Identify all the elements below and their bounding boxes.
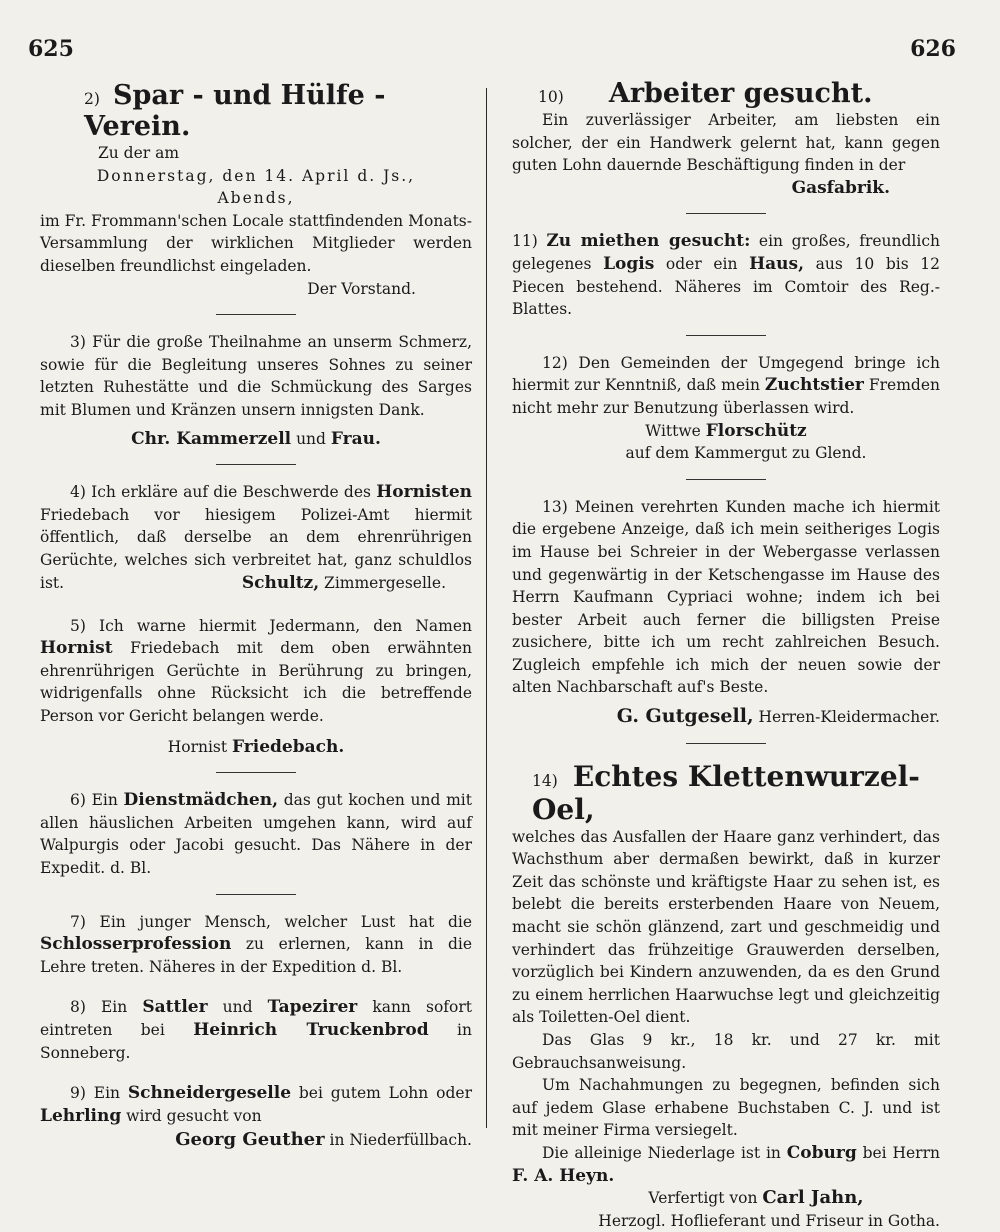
ad-7-bold-1: Schlosserprofession	[40, 934, 232, 955]
ad-4-signature	[40, 572, 472, 595]
ad-14	[512, 760, 940, 1232]
ad-14-depot-text-1: Die alleinige Niederlage ist in	[542, 1143, 787, 1162]
ad-7-text-1: 7) Ein junger Mensch, welcher Lust hat die	[70, 912, 472, 931]
ad-10-signature: Gasfabrik.	[791, 177, 890, 198]
ad-9-text-1: 9) Ein	[70, 1084, 128, 1103]
ad-9-sign-rest: in Niederfüllbach.	[324, 1131, 472, 1150]
ad-3-sign-mid: und	[291, 429, 331, 448]
ad-3-body: 3) Für die große Theilnahme an unserm Schmerz, sowie für die Begleitung unseres Sohnes zu seiner letzten Ruhestätte und die Schmückung des Sarges mit Blumen und Kränzen unsern innigsten Dank.	[40, 333, 472, 419]
ad-12-sign-pre: Wittwe	[645, 421, 706, 440]
ad-13-body: 13) Meinen verehrten Kunden mache ich hiermit die ergebene Anzeige, daß ich mein seitheriges Logis im Hause bei Schreier in der Webergasse verlassen und gegenwärtig in der Ketschengasse im Hause des Herrn Kaufmann Cypriaci wohne; indem ich bei bester Arbeit auch ferner die billigsten Preise zusichere, bitte ich um recht zahlreichen Besuch. Zugleich empfehle ich mich der neuen sowie der alten Nachbarschaft auf's Beste.	[512, 497, 940, 697]
ad-6-bold-1: Dienstmädchen,	[123, 790, 279, 811]
ad-5-sign-pre: Hornist	[167, 737, 233, 756]
right-column	[512, 72, 940, 1232]
ad-11-text-1: 11)	[512, 232, 547, 251]
ad-6-text-1: 6) Ein	[70, 791, 124, 810]
ad-5-body	[40, 615, 472, 728]
ad-8-bold-3: Heinrich Truckenbrod	[193, 1020, 429, 1040]
separator-rule	[686, 335, 766, 336]
ad-10-body: Ein zuverlässiger Arbeiter, am liebsten ein solcher, der ein Handwerk gelernt hat, kann gegen guten Lohn dauernde Beschäftigung finden in der	[512, 111, 940, 175]
ad-2-title: Spar - und Hülfe - Verein.	[84, 80, 386, 142]
separator-rule	[216, 314, 296, 315]
ad-13-signature	[512, 705, 940, 729]
ad-5-text-1: 5) Ich warne hiermit Jedermann, den Namen	[70, 616, 472, 635]
ad-2-line1: Zu der am	[98, 144, 180, 162]
ad-13-sign-name: G. Gutgesell,	[616, 705, 754, 728]
separator-rule	[686, 743, 766, 744]
ad-12-bold-1: Zuchtstier	[764, 375, 864, 396]
ad-14-warning: Um Nachahmungen zu begegnen, befinden sich auf jedem Glase erhabene Buchstaben C. J. und ist mit meiner Firma versiegelt.	[512, 1076, 940, 1140]
ad-8-body	[40, 996, 472, 1064]
ad-9-sign-name: Georg Geuther	[175, 1129, 325, 1151]
ad-12	[512, 352, 940, 465]
ad-14-number: 14)	[532, 771, 558, 790]
ad-11-text-2: ein großes, freundlich gelegenes	[512, 232, 940, 273]
ad-4-bold-1: Hornisten	[376, 482, 472, 503]
ad-5-sign-name: Friedebach.	[232, 736, 345, 757]
ad-12-body	[512, 352, 940, 420]
page-number-left: 625	[28, 36, 74, 62]
ad-10-heading	[538, 78, 940, 109]
ad-3	[40, 331, 472, 450]
ad-8-text-4: in Sonneberg.	[40, 1021, 472, 1062]
ad-2-number: 2)	[84, 90, 100, 108]
ad-7-body	[40, 911, 472, 979]
ad-2-body: im Fr. Frommann'schen Locale stattfindenden Monats-Versammlung der wirklichen Mitglieder werden dieselben freundlichst eingeladen.	[40, 211, 472, 275]
ad-2-line2: Donnerstag, den 14. April d. Js.,	[96, 166, 416, 185]
separator-rule	[216, 464, 296, 465]
ad-13-sign-rest: Herren-Kleidermacher.	[753, 708, 940, 727]
separator-rule	[216, 772, 296, 773]
ad-8-text-2: und	[207, 998, 268, 1017]
ad-12-text-2: Fremden nicht mehr zur Benutzung überlassen wird.	[512, 376, 940, 417]
ad-7	[40, 911, 472, 979]
ad-14-maker-pre: Verfertigt von	[648, 1189, 763, 1208]
ad-11-text-3: oder ein	[654, 254, 750, 273]
ad-13	[512, 496, 940, 729]
ad-8	[40, 996, 472, 1064]
ad-2	[40, 80, 472, 300]
ad-9-body	[40, 1082, 472, 1127]
ad-8-bold-1: Sattler	[142, 997, 208, 1018]
spacer	[40, 978, 472, 996]
ad-14-depot-bold-1: Coburg	[786, 1142, 857, 1163]
ad-2-line3: Abends,	[217, 189, 295, 208]
separator-rule	[686, 479, 766, 480]
ad-4-sign-name: Schultz,	[241, 573, 320, 594]
ad-3-sign-name: Chr. Kammerzell	[131, 428, 292, 449]
ad-12-signature-line2: auf dem Kammergut zu Glend.	[625, 444, 867, 463]
ad-14-maker-line2: Herzogl. Hoflieferant und Friseur in Gotha.	[598, 1211, 940, 1230]
ad-5-signature	[40, 736, 472, 759]
ad-9-bold-1: Schneidergeselle	[127, 1083, 292, 1104]
ad-14-depot	[512, 1142, 940, 1187]
ad-8-text-1: 8) Ein	[70, 998, 143, 1017]
ad-12-sign-name: Florschütz	[705, 420, 807, 441]
ad-2-signature: Der Vorstand.	[307, 279, 416, 298]
left-column	[40, 72, 472, 1152]
ad-4-text-2: Friedebach vor hiesigem Polizei-Amt hiermit öffentlich, daß derselbe an dem ehrenrührigen Gerüchte, welches sich verbreitet hat, ganz schuldlos ist.	[40, 505, 472, 592]
ad-4	[40, 481, 472, 595]
ad-9-signature	[40, 1129, 472, 1152]
ad-14-heading	[532, 760, 940, 826]
separator-rule	[216, 894, 296, 895]
ad-11-bold-3: Haus,	[749, 253, 805, 274]
ad-11-text-4: aus 10 bis 12 Piecen bestehend. Näheres im Comtoir des Reg.-Blattes.	[512, 254, 941, 319]
ad-8-text-3: kann sofort eintreten bei	[40, 998, 472, 1039]
spacer	[40, 1064, 472, 1082]
ad-14-title: Echtes Klettenwurzel-Oel,	[532, 759, 920, 826]
ad-5-bold-1: Hornist	[40, 638, 113, 659]
ad-11	[512, 230, 940, 320]
ad-9-text-2: bei gutem Lohn oder	[291, 1084, 472, 1103]
ad-12-text-1: 12) Den Gemeinden der Umgegend bringe ich hiermit zur Kenntniß, daß mein	[512, 353, 940, 395]
ad-11-body	[512, 230, 940, 320]
ad-5	[40, 615, 472, 759]
ad-4-sign-rest: Zimmergeselle.	[319, 574, 446, 593]
ad-6	[40, 789, 472, 879]
ad-14-depot-text-2: bei Herrn	[856, 1143, 940, 1162]
ad-2-heading	[84, 80, 472, 142]
ad-9-text-3: wird gesucht von	[121, 1106, 262, 1125]
ad-14-maker	[512, 1187, 940, 1210]
ad-14-body: welches das Ausfallen der Haare ganz verhindert, das Wachsthum aber dermaßen bewirkt, daß in kurzer Zeit das schönste und kräftigste Haar zu sehen ist, es belebt die bereits ersterbenden Haare von Neuem, macht sie schön glänzend, zart und geschmeidig und verhindert das frühzeitige Grauwerden derselben, vorzüglich bei Kindern anzuwenden, da es den Grund zu einem herrlichen Haarwuchse legt und gleichzeitig als Toiletten-Oel dient.	[512, 827, 940, 1027]
ad-14-maker-name: Carl Jahn,	[762, 1187, 864, 1209]
separator-rule	[686, 213, 766, 214]
ad-6-body	[40, 789, 472, 879]
ad-10-title: Arbeiter gesucht.	[608, 78, 873, 109]
ad-6-text-2: das gut kochen und mit allen häuslichen Arbeiten umgehen kann, wird auf Walpurgis oder Jacobi gesucht. Das Nähere in der Expedit. d. Bl.	[40, 791, 472, 878]
page-number-right: 626	[910, 36, 956, 62]
ad-11-bold-1: Zu miethen gesucht:	[546, 231, 751, 252]
ad-5-text-2: Friedebach mit dem oben erwähnten ehrenrührigen Gerüchte in Berührung zu bringen, widrigenfalls ohne Rücksicht ich die betreffende Person vor Gericht belangen werde.	[40, 639, 472, 726]
ad-8-bold-2: Tapezirer	[267, 997, 358, 1018]
ad-12-signature	[512, 420, 940, 443]
ad-10	[512, 78, 940, 199]
ad-3-signature	[40, 428, 472, 451]
ad-9-bold-2: Lehrling	[40, 1105, 122, 1126]
ad-3-sign-name2: Frau.	[330, 428, 381, 449]
column-divider	[486, 88, 487, 1128]
ad-7-text-2: zu erlernen, kann in die Lehre treten. Näheres in der Expedition d. Bl.	[40, 935, 472, 976]
ad-10-number: 10)	[538, 88, 564, 106]
ad-4-text-1: 4) Ich erkläre auf die Beschwerde des	[70, 483, 377, 502]
spacer	[40, 601, 472, 615]
ad-9	[40, 1082, 472, 1152]
ad-14-depot-bold-2: F. A. Heyn.	[512, 1165, 615, 1186]
ad-14-price: Das Glas 9 kr., 18 kr. und 27 kr. mit Gebrauchsanweisung.	[512, 1031, 940, 1072]
ad-11-bold-2: Logis	[603, 253, 655, 274]
